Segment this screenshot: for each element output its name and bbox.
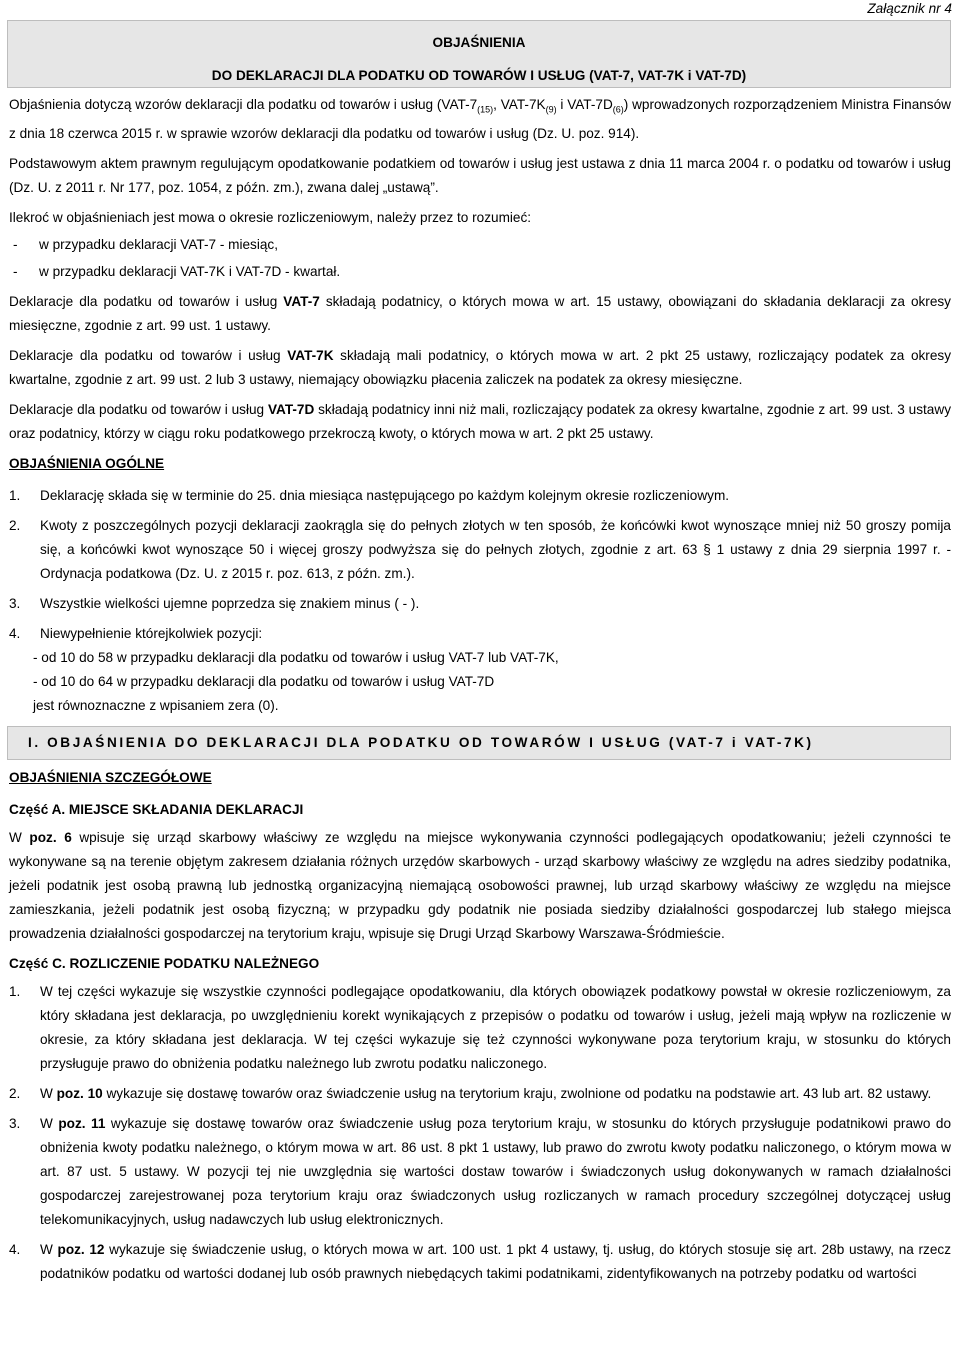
general-subitem-2: - od 10 do 64 w przypadku deklaracji dla podatku od towarów i usług VAT-7D xyxy=(33,673,495,689)
general-item-1: 1. Deklarację składa się w terminie do 25. dnia miesiąca następującego po każdym kolejnym okresie rozliczeniowym. xyxy=(9,487,730,503)
section-1-bar: I. OBJAŚNIENIA DO DEKLARACJI DLA PODATKU OD TOWARÓW I USŁUG (VAT-7 i VAT-7K) xyxy=(7,726,951,760)
intro-paragraph-vat7d: Deklaracje dla podatku od towarów i usług VAT-7D składają podatnicy inni niż mali, rozliczający podatek za okresy kwartalne, zgodnie z art. 99 ust. 3 ustawy oraz podatnicy, którzy w ciągu roku podatkowego przekroczą kwoty, o których mowa w art. 2 pkt 25 ustawy. xyxy=(9,401,951,441)
intro-paragraph-2: Podstawowym aktem prawnym regulującym opodatkowanie podatkiem od towarów i usług jest ustawa z dnia 11 marca 2004 r. o podatku od towarów i usług (Dz. U. z 2011 r. Nr 177, poz. 1054, z późn. zm.), zwana dalej „ustawą”. xyxy=(9,155,951,195)
general-item-2: 2. Kwoty z poszczególnych pozycji deklaracji zaokrągla się do pełnych złotych w ten sposób, że końcówki kwot wynoszące mniej niż 50 groszy pomija się, a końcówki kwot wynoszące 50 i więcej groszy podwyższa się do pełnych złotych, zgodnie z art. 63 § 1 ustawy z dnia 29 sierpnia 1997 r. - Ordynacja podatkowa (Dz. U. z 2015 r. poz. 613, z późn. zm.). xyxy=(9,517,951,581)
part-c-item-4: 4. W poz. 12 wykazuje się świadczenie usług, o których mowa w art. 100 ust. 1 pkt 4 ustawy, tj. usług, do których stosuje się art. 28b ustawy, na rzecz podatników podatku od wartości dodanej lub osób prawnych niebędących takimi podatnikami, zidentyfikowanych na potrzeby podatku od wartości xyxy=(9,1241,952,1281)
part-c-item-1: 1. W tej części wykazuje się wszystkie czynności podlegające opodatkowaniu, dla których obowiązek podatkowy powstał w okresie rozliczeniowym, za który składana jest deklaracja, po uwzględnieniu korekt wynikających z przepisów o podatku od towarów i usług, jeżeli mają wpływ na rozliczenie w okresie, za który składana jest deklaracja. W tej części wykazuje się też czynności wykonywane poza terytorium kraju, w stosunku do których przysługuje prawo do obniżenia podatku należnego lub zwrotu podatku naliczonego. xyxy=(9,983,951,1071)
part-c-item-2: 2. W poz. 10 wykazuje się dostawę towarów oraz świadczenie usług na terytorium kraju, zwolnione od podatku na podstawie art. 43 lub art. 82 ustawy. xyxy=(9,1085,932,1101)
document-content xyxy=(9,93,951,1292)
header-box xyxy=(7,20,951,88)
general-item-4: 4. Niewypełnienie którejkolwiek pozycji: xyxy=(9,625,263,641)
attachment-label: Załącznik nr 4 xyxy=(867,1,952,16)
general-heading: OBJAŚNIENIA OGÓLNE xyxy=(9,455,165,471)
detailed-heading: OBJAŚNIENIA SZCZEGÓŁOWE xyxy=(9,769,212,785)
general-subitem-3: jest równoznaczne z wpisaniem zera (0). xyxy=(33,697,279,713)
part-a-text: W poz. 6 wpisuje się urząd skarbowy właściwy ze względu na miejsce wykonywania czynności podlegających opodatkowaniu; jeżeli czynności te wykonywane są na terenie objętym zakresem działania różnych urzędów skarbowych - urząd skarbowy właściwy ze względu na adres siedziby podatnika, jeżeli podatnik jest osobą prawną lub jednostką organizacyjną niemającą osobowości prawnej, lub urząd skarbowy właściwy ze względu na miejsce zamieszkania, jeżeli podatnik jest osobą fizyczną; w przypadku gdy podatnik nie posiada siedziby działalności gospodarczej lub stałego miejsca prowadzenia działalności gospodarczej na terytorium kraju, wpisuje się Drugi Urząd Skarbowy Warszawa-Śródmieście. xyxy=(9,829,951,941)
document-title: OBJAŚNIENIA xyxy=(432,35,526,50)
intro-paragraph-vat7k: Deklaracje dla podatku od towarów i usług VAT-7K składają mali podatnicy, o których mowa w art. 2 pkt 25 ustawy, rozliczający podatek za okresy kwartalne, zgodnie z art. 99 ust. 2 lub 3 ustawy, niemający obowiązku płacenia zaliczek na podatek za okresy miesięczne. xyxy=(9,347,951,387)
part-c-item-3: 3. W poz. 11 wykazuje się dostawę towarów oraz świadczenie usług poza terytorium kraju, w stosunku do których przysługuje podatnikowi prawo do obniżenia kwoty podatku należnego, o którym mowa w art. 86 ust. 8 pkt 1 ustawy, lub prawo do zwrotu kwoty podatku naliczonego, o którym mowa w art. 87 ust. 5 ustawy. W pozycji tej nie uwzględnia się wartości dostaw towarów i świadczonych usług dokonywanych w ramach działalności gospodarczej zarejestrowanej poza terytorium kraju oraz świadczonych usług rozliczanych w ramach procedury szczególnej dotyczącej usług telekomunikacyjnych, usług nadawczych lub usług elektronicznych. xyxy=(9,1115,952,1227)
part-a-heading: Część A. MIEJSCE SKŁADANIA DEKLARACJI xyxy=(9,801,304,817)
document-subtitle: DO DEKLARACJI DLA PODATKU OD TOWARÓW I USŁUG (VAT-7, VAT-7K i VAT-7D) xyxy=(211,68,747,83)
general-subitem-1: - od 10 do 58 w przypadku deklaracji dla podatku od towarów i usług VAT-7 lub VAT-7K, xyxy=(33,649,559,665)
part-c-heading: Część C. ROZLICZENIE PODATKU NALEŻNEGO xyxy=(9,955,320,971)
intro-paragraph-vat7: Deklaracje dla podatku od towarów i usług VAT-7 składają podatnicy, o których mowa w art. 15 ustawy, obowiązani do składania deklaracji za okresy miesięczne, zgodnie z art. 99 ust. 1 ustawy. xyxy=(9,293,951,333)
period-item-quarterly: - w przypadku deklaracji VAT-7K i VAT-7D - kwartał. xyxy=(13,263,341,279)
intro-paragraph-3: Ilekroć w objaśnieniach jest mowa o okresie rozliczeniowym, należy przez to rozumieć: xyxy=(9,209,532,225)
intro-paragraph-1: Objaśnienia dotyczą wzorów deklaracji dla podatku od towarów i usług ($VAT-7_{(15)}$, VAT-$7K_{(9)}$ i VAT-$7D_{(6)}$) wprowadzonych rozporządzeniem Ministra Finansów z dnia 18 czerwca 2015 r. w sprawie wzorów deklaracji dla podatku od towarów i usług (Dz. U. poz. 914). xyxy=(9,97,951,141)
general-item-3: 3. Wszystkie wielkości ujemne poprzedza się znakiem minus ( - ). xyxy=(9,595,420,611)
period-item-monthly: - w przypadku deklaracji VAT-7 - miesiąc, xyxy=(13,236,278,252)
